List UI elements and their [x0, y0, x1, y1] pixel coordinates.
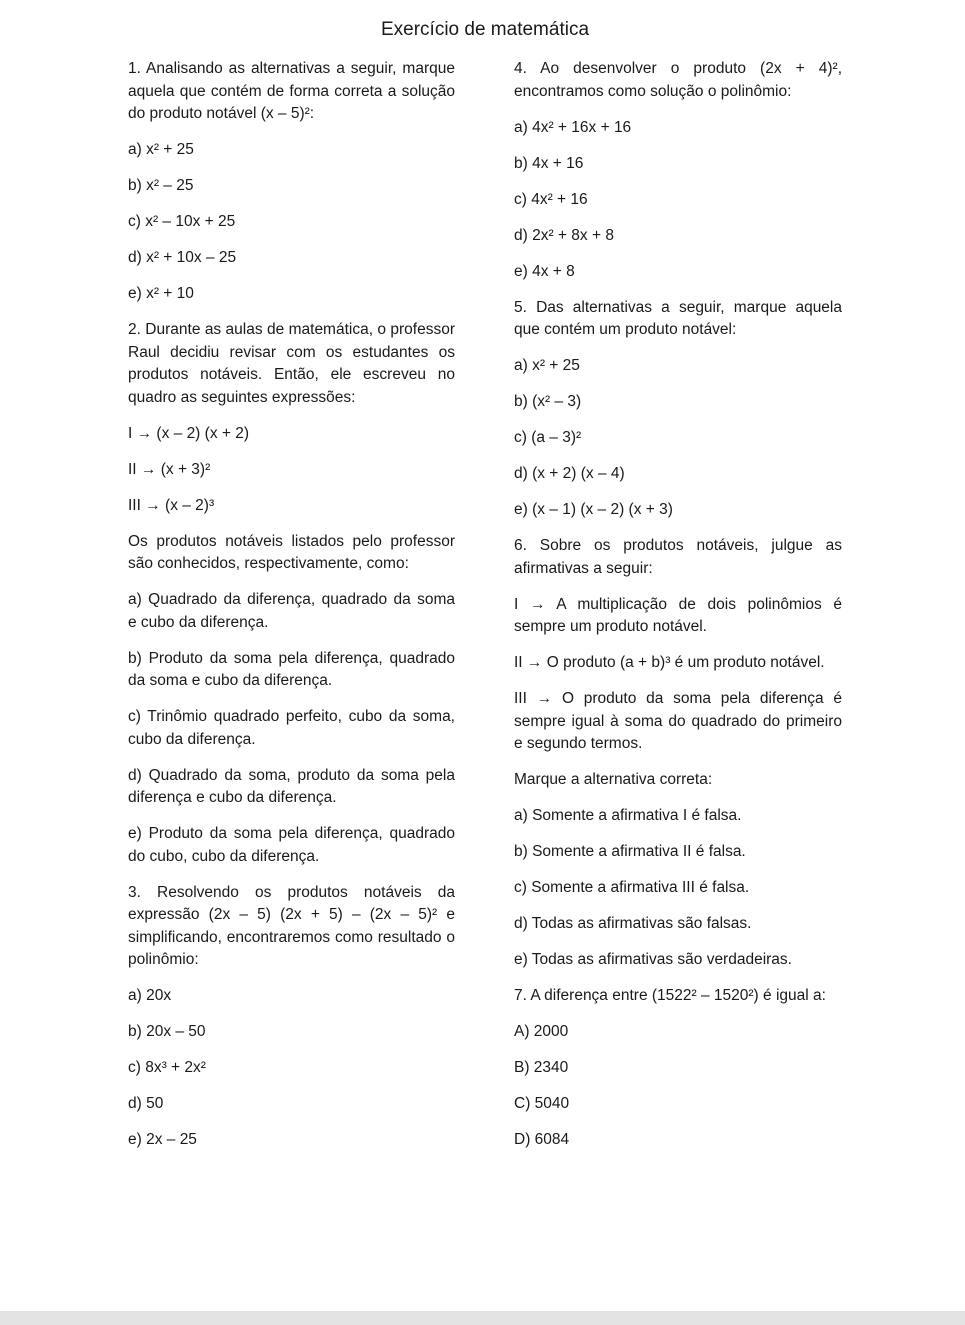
q2-option-e: e) Produto da soma pela diferença, quadrado do cubo, cubo da diferença. [128, 825, 455, 865]
q5-option-b: b) (x² – 3) [514, 393, 582, 410]
question-3-text: 3. Resolvendo os produtos notáveis da expressão (2x – 5) (2x + 5) – (2x – 5)² e simplificando, encontraremos como resultado o polinômio: [128, 883, 455, 968]
q1-option-e: e) x² + 10 [128, 285, 194, 302]
q6-statement-3: III → O produto da soma pela diferença é sempre igual à soma do quadrado do primeiro e segundo termos. [514, 690, 842, 752]
q6-statement-2: II → O produto (a + b)³ é um produto notável. [514, 654, 825, 671]
q7-option-d: D) 6084 [514, 1131, 570, 1148]
q2-option-b: b) Produto da soma pela diferença, quadrado da soma e cubo da diferença. [128, 649, 455, 689]
question-2-text: 2. Durante as aulas de matemática, o professor Raul decidiu revisar com os estudantes os produtos notáveis. Então, ele escreveu no quadro as seguintes expressões: [128, 321, 455, 406]
q4-option-b: b) 4x + 16 [514, 154, 584, 172]
right-column [514, 58, 842, 1165]
q1-option-b: b) x² – 25 [128, 177, 194, 194]
q6-statement-1: I → A multiplicação de dois polinômios é sempre um produto notável. [514, 595, 842, 635]
q5-option-d: d) (x + 2) (x – 4) [514, 465, 625, 482]
q3-option-c: c) 8x³ + 2x² [128, 1059, 206, 1076]
q1-option-a: a) x² + 25 [128, 141, 194, 158]
page-title: Exercício de matemática [380, 19, 590, 40]
q3-option-e: e) 2x – 25 [128, 1131, 197, 1148]
question-1-text: 1. Analisando as alternativas a seguir, marque aquela que contém de forma correta a solução do produto notável (x – 5)²: [128, 60, 455, 122]
q2-option-a: a) Quadrado da diferença, quadrado da soma e cubo da diferença. [128, 591, 455, 631]
question-2-follow: Os produtos notáveis listados pelo professor são conhecidos, respectivamente, como: [128, 532, 455, 572]
q6-option-d: d) Todas as afirmativas são falsas. [514, 915, 752, 932]
q4-option-d: d) 2x² + 8x + 8 [514, 226, 614, 244]
question-7-text: 7. A diferença entre (1522² – 1520²) é igual a: [514, 987, 826, 1004]
q6-option-b: b) Somente a afirmativa II é falsa. [514, 843, 746, 860]
q2-expression-2: II → (x + 3)² [128, 460, 211, 478]
q4-option-c: c) 4x² + 16 [514, 190, 588, 208]
q3-option-b: b) 20x – 50 [128, 1023, 206, 1040]
question-5-text: 5. Das alternativas a seguir, marque aquela que contém um produto notável: [514, 298, 842, 338]
q5-option-a: a) x² + 25 [514, 357, 580, 374]
left-column [128, 58, 455, 1165]
q4-option-e: e) 4x + 8 [514, 262, 575, 280]
q7-option-b: B) 2340 [514, 1059, 569, 1076]
q4-option-a: a) 4x² + 16x + 16 [514, 118, 632, 136]
q3-option-d: d) 50 [128, 1095, 164, 1112]
q1-option-c: c) x² – 10x + 25 [128, 213, 236, 230]
question-6-text: 6. Sobre os produtos notáveis, julgue as afirmativas a seguir: [514, 537, 842, 577]
q5-option-c: c) (a – 3)² [514, 429, 582, 446]
q1-option-d: d) x² + 10x – 25 [128, 249, 237, 266]
question-4-text: 4. Ao desenvolver o produto (2x + 4)², encontramos como solução o polinômio: [514, 60, 842, 100]
q2-expression-3: III → (x – 2)³ [128, 496, 215, 514]
q2-expression-1: I → (x – 2) (x + 2) [128, 424, 250, 442]
q3-option-a: a) 20x [128, 987, 172, 1004]
q6-option-a: a) Somente a afirmativa I é falsa. [514, 807, 742, 824]
q2-option-d: d) Quadrado da soma, produto da soma pela diferença e cubo da diferença. [128, 766, 455, 806]
q6-option-e: e) Todas as afirmativas são verdadeiras. [514, 951, 792, 968]
q6-option-c: c) Somente a afirmativa III é falsa. [514, 879, 750, 896]
q7-option-c: C) 5040 [514, 1095, 570, 1112]
q2-option-c: c) Trinômio quadrado perfeito, cubo da soma, cubo da diferença. [128, 708, 455, 748]
q7-option-a: A) 2000 [514, 1023, 569, 1040]
q5-option-e: e) (x – 1) (x – 2) (x + 3) [514, 501, 673, 518]
question-6-follow: Marque a alternativa correta: [514, 771, 713, 788]
bottom-divider [0, 1311, 965, 1325]
